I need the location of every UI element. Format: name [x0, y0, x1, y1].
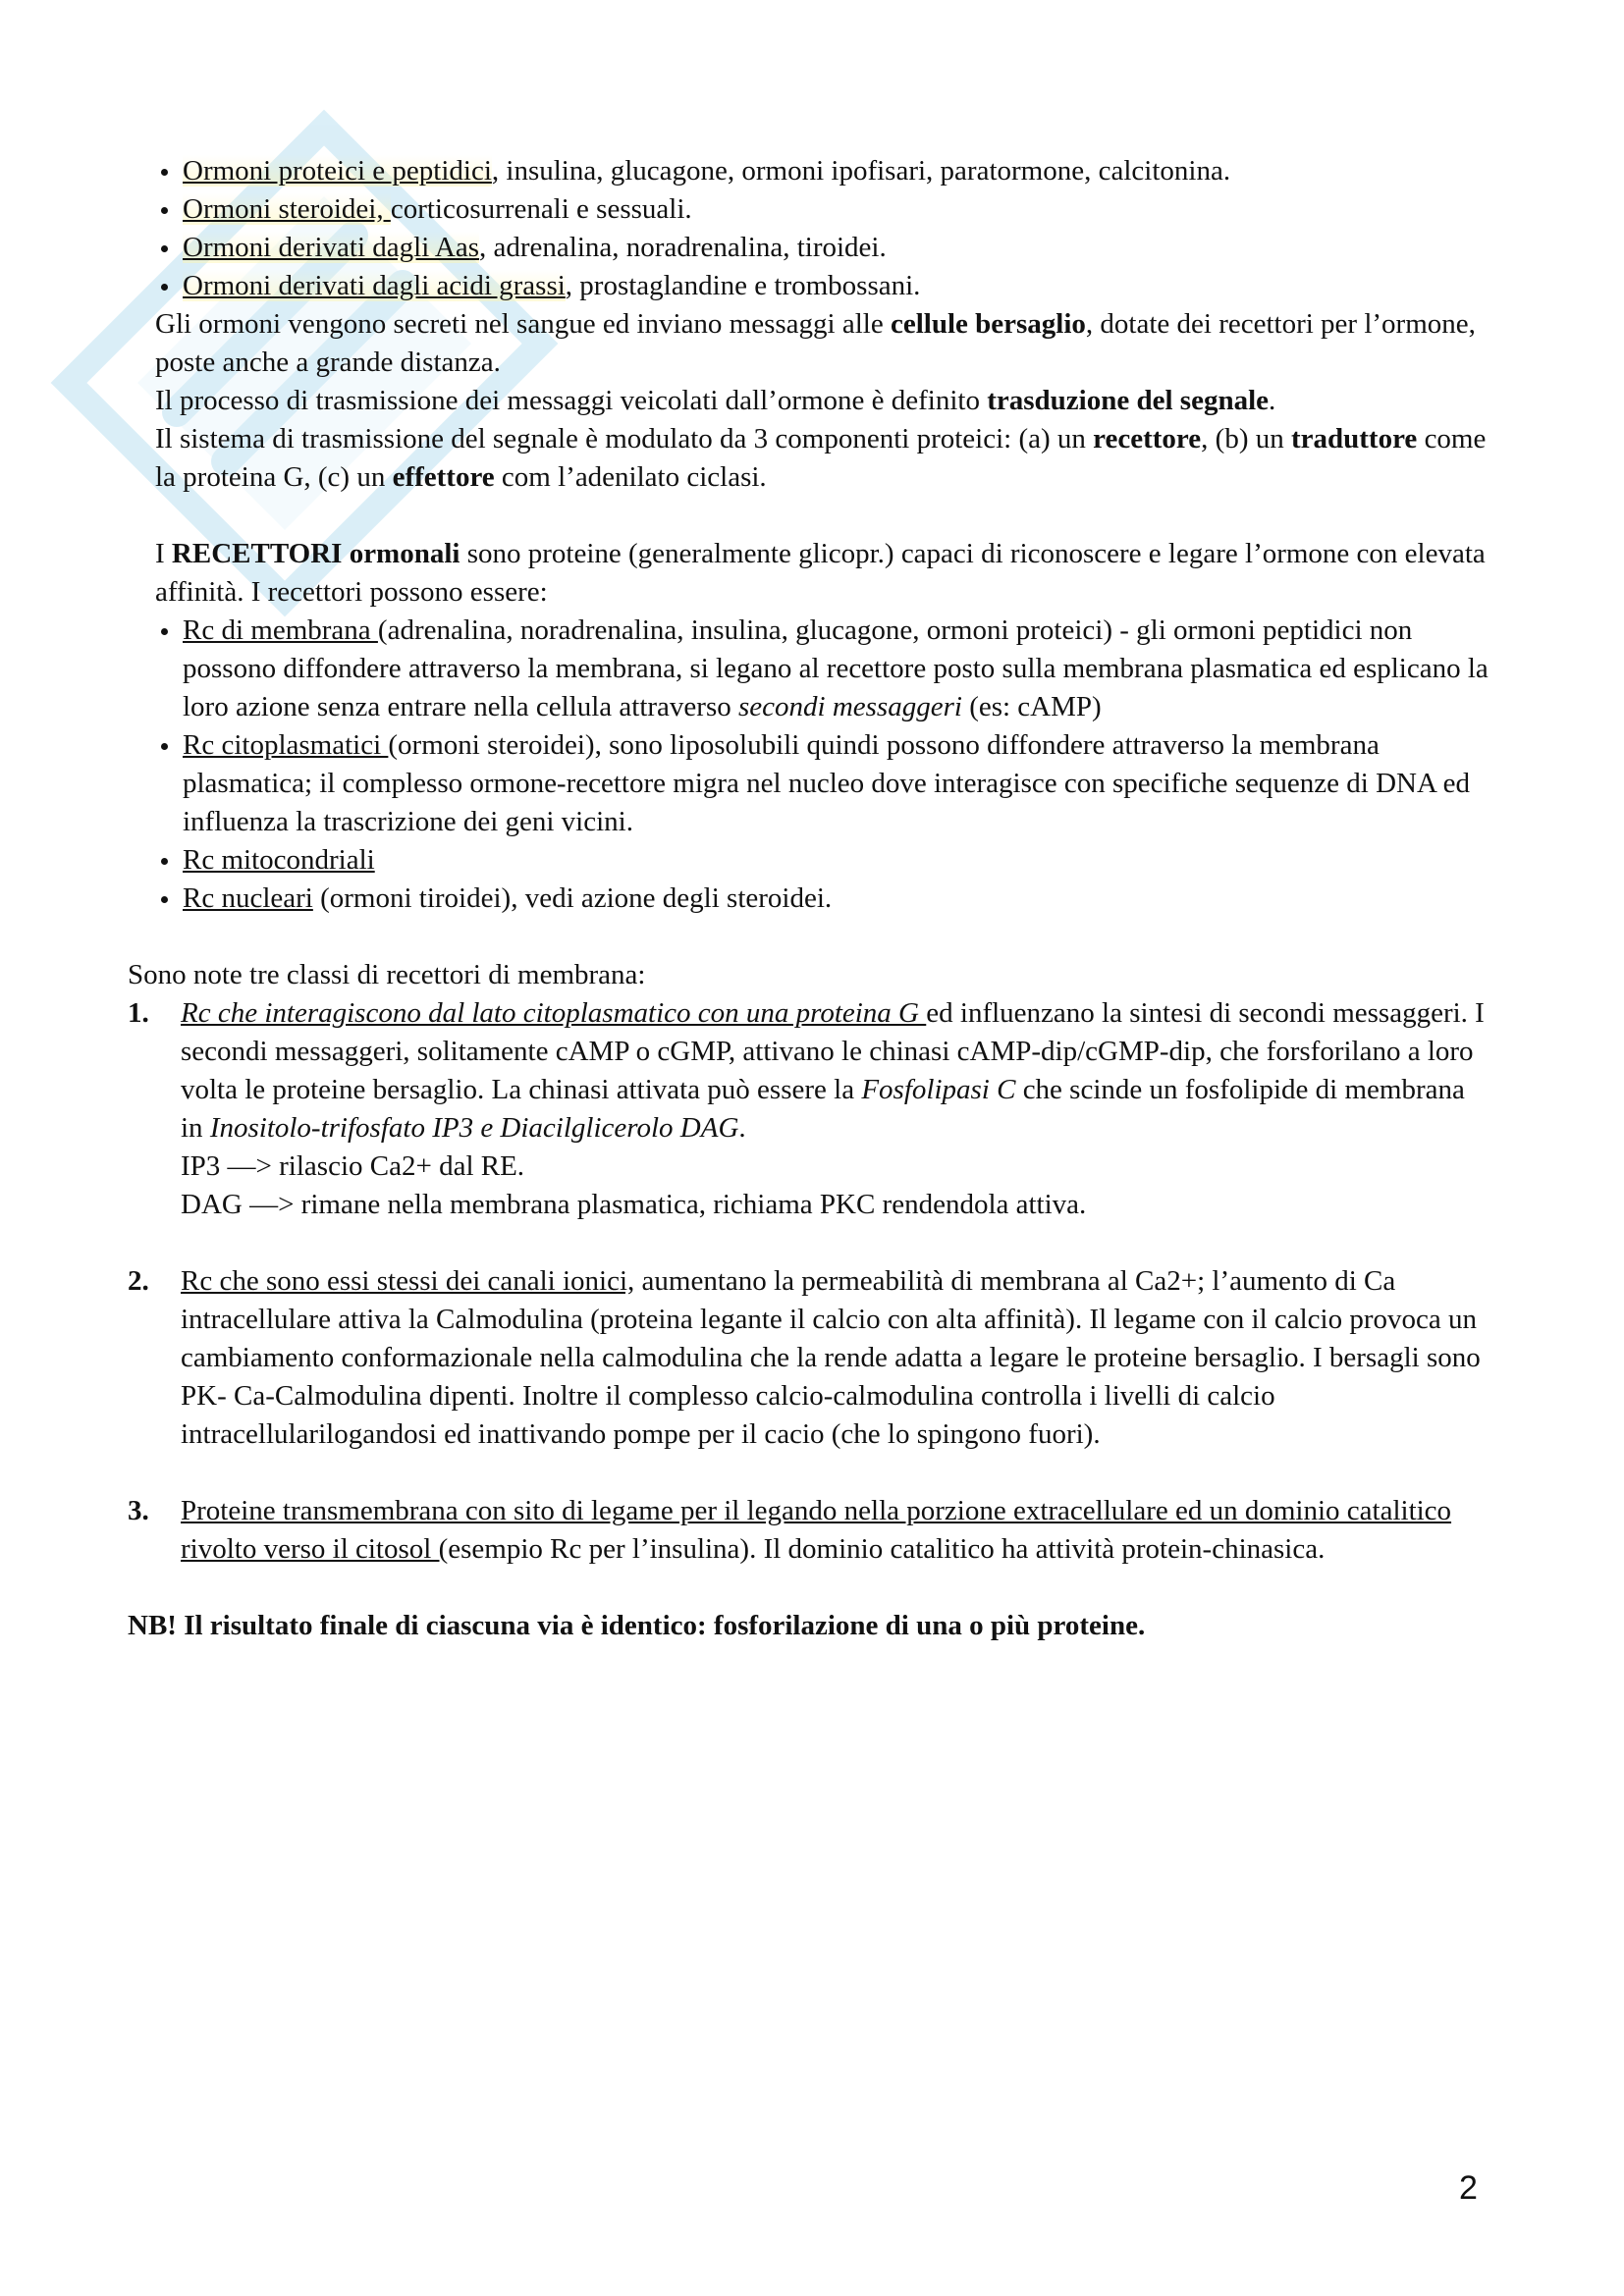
paragraph-secretion [155, 305, 1490, 382]
dag-line: DAG —> rimane nella membrana plasmatica, richiama PKC rendendola attiva. [181, 1189, 1087, 1220]
list-item-label: Rc di membrana [183, 614, 378, 646]
list-number: 3. [128, 1495, 149, 1526]
list-item [128, 1492, 1490, 1569]
paragraph-receptors-intro [155, 535, 1490, 612]
receptor-types-list [155, 612, 1490, 918]
list-item-label: Ormoni proteici e peptidici [183, 155, 492, 187]
spacer [128, 1454, 1490, 1492]
paragraph-classes-intro: Sono note tre classi di recettori di membrana: [128, 959, 646, 990]
spacer [128, 1224, 1490, 1262]
list-item [128, 1262, 1490, 1454]
text-run: sono proteine (generalmente glicopr.) capaci di riconoscere e legare l’ormone con elevata affinità. I recettori possono essere: [155, 538, 1486, 608]
spacer [155, 497, 1490, 535]
list-item-text: che scinde un fosfolipide di membrana in [181, 1074, 1465, 1144]
list-item-label: Ormoni steroidei, [183, 193, 391, 225]
list-item-text: . [738, 1112, 746, 1144]
text-run: Il sistema di trasmissione del segnale è modulato da 3 componenti proteici: (a) un [155, 423, 1094, 454]
list-item-text: corticosurrenali e sessuali. [390, 193, 692, 225]
list-item-text: (adrenalina, noradrenalina, insulina, glucagone, ormoni proteici) - gli ormoni peptidici non possono diffondere attraverso la membrana, si legano al recettore posto sulla membrana plasmatica ed esplicano la loro azione senza entrare nella cellula attraverso [183, 614, 1489, 722]
bullet-icon [161, 858, 168, 865]
bullet-icon [161, 169, 168, 176]
bullet-icon [161, 207, 168, 214]
text-run: I [155, 538, 172, 569]
list-item-text: (ormoni steroidei), sono liposolubili quindi possono diffondere attraverso la membrana plasmatica; il complesso ormone-recettore migra nel nucleo dove interagisce con specifiche sequenze di DNA ed influenza la trascrizione dei geni vicini. [183, 729, 1470, 837]
list-item-text: , prostaglandine e trombossani. [565, 270, 921, 301]
list-item-label: Proteine transmembrana con sito di legame per il legando nella porzione extracellulare ed un dominio catalitico rivolto verso il citosol ( [181, 1495, 1452, 1565]
list-item [155, 152, 1490, 190]
bold-term: recettore [1093, 423, 1202, 454]
list-item-label: Rc che sono essi stessi dei canali ionici, [181, 1265, 635, 1297]
nb-note: NB! Il risultato finale di ciascuna via è identico: fosforilazione di una o più proteine. [128, 1610, 1146, 1641]
italic-term: secondi messaggeri [738, 691, 962, 722]
list-item-text: , insulina, glucagone, ormoni ipofisari, paratormone, calcitonina. [491, 155, 1231, 187]
list-item-text: , adrenalina, noradrenalina, tiroidei. [479, 232, 887, 263]
list-item [128, 994, 1490, 1224]
paragraph-transduction [155, 382, 1490, 420]
bullet-icon [161, 628, 168, 635]
text-run: . [1269, 385, 1276, 416]
bullet-icon [161, 896, 168, 903]
text-run: , (b) un [1201, 423, 1291, 454]
list-number: 1. [128, 997, 149, 1029]
list-item [155, 841, 1490, 880]
bullet-icon [161, 245, 168, 252]
list-item-label: Ormoni derivati dagli acidi grassi [183, 270, 566, 301]
list-item-text: (ormoni tiroidei), vedi azione degli steroidei. [312, 882, 833, 914]
italic-term: Inositolo-trifosfato IP3 e Diacilglicerolo DAG [209, 1112, 739, 1144]
list-item-text: ed influenzano la sintesi di secondi messaggeri. I secondi messaggeri, solitamente cAMP o cGMP, attivano le chinasi cAMP-dip/cGMP-dip, che forsforilano a loro volta le proteine bersaglio. La chinasi attivata può essere la [181, 997, 1485, 1105]
bold-term: cellule bersaglio [890, 308, 1086, 340]
list-item-text: aumentano la permeabilità di membrana al Ca2+; l’aumento di Ca intracellulare attiva la Calmodulina (proteina legante il calcio con alta affinità). Il legame con il calcio provoca un cambiamento conformazionale nella calmodulina che la rende adatta a legare le proteine bersaglio. I bersagli sono PK- Ca-Calmodulina dipenti. Inoltre il complesso calcio-calmodulina controlla i livelli di calcio intracellularilogandosi ed inattivando pompe per il cacio (che lo spingono fuori). [181, 1265, 1481, 1450]
list-item-label: Rc citoplasmatici [183, 729, 389, 761]
list-item-label: Rc che interagiscono dal lato citoplasmatico con una proteina G [181, 997, 927, 1029]
page-number: 2 [1459, 2169, 1478, 2207]
list-item [155, 726, 1490, 841]
text-run: Il processo di trasmissione dei messaggi veicolati dall’ormone è definito [155, 385, 988, 416]
spacer [155, 918, 1490, 956]
list-item-label: Ormoni derivati dagli Aas [183, 232, 480, 263]
bold-term: trasduzione del segnale [987, 385, 1270, 416]
text-run: come la proteina G, (c) un [155, 423, 1487, 493]
list-item-label: Rc mitocondriali [183, 844, 375, 876]
paragraph-components [155, 420, 1490, 497]
list-item [155, 267, 1490, 305]
bold-term: traduttore [1290, 423, 1418, 454]
italic-term: Fosfolipasi C [861, 1074, 1016, 1105]
text-run: Gli ormoni vengono secreti nel sangue ed inviano messaggi alle [155, 308, 891, 340]
ip3-line: IP3 —> rilascio Ca2+ dal RE. [181, 1150, 525, 1182]
list-item-label: Rc nucleari [183, 882, 313, 914]
text-run: , dotate dei recettori per l’ormone, poste anche a grande distanza. [155, 308, 1476, 378]
membrane-receptor-classes [128, 994, 1490, 1569]
list-item [155, 612, 1490, 726]
list-item [155, 880, 1490, 918]
text-run: com l’adenilato ciclasi. [494, 461, 767, 493]
bullet-icon [161, 284, 168, 291]
spacer [155, 1569, 1490, 1607]
list-item [155, 229, 1490, 267]
bold-term: effettore [392, 461, 495, 493]
hormone-types-list [155, 152, 1490, 305]
document-body [128, 152, 1490, 1645]
list-item [155, 190, 1490, 229]
list-item-text: esempio Rc per l’insulina). Il dominio catalitico ha attività protein-chinasica. [448, 1533, 1326, 1565]
list-item-text: (es: cAMP) [961, 691, 1102, 722]
bold-term: RECETTORI ormonali [171, 538, 460, 569]
list-number: 2. [128, 1265, 149, 1297]
bullet-icon [161, 743, 168, 750]
